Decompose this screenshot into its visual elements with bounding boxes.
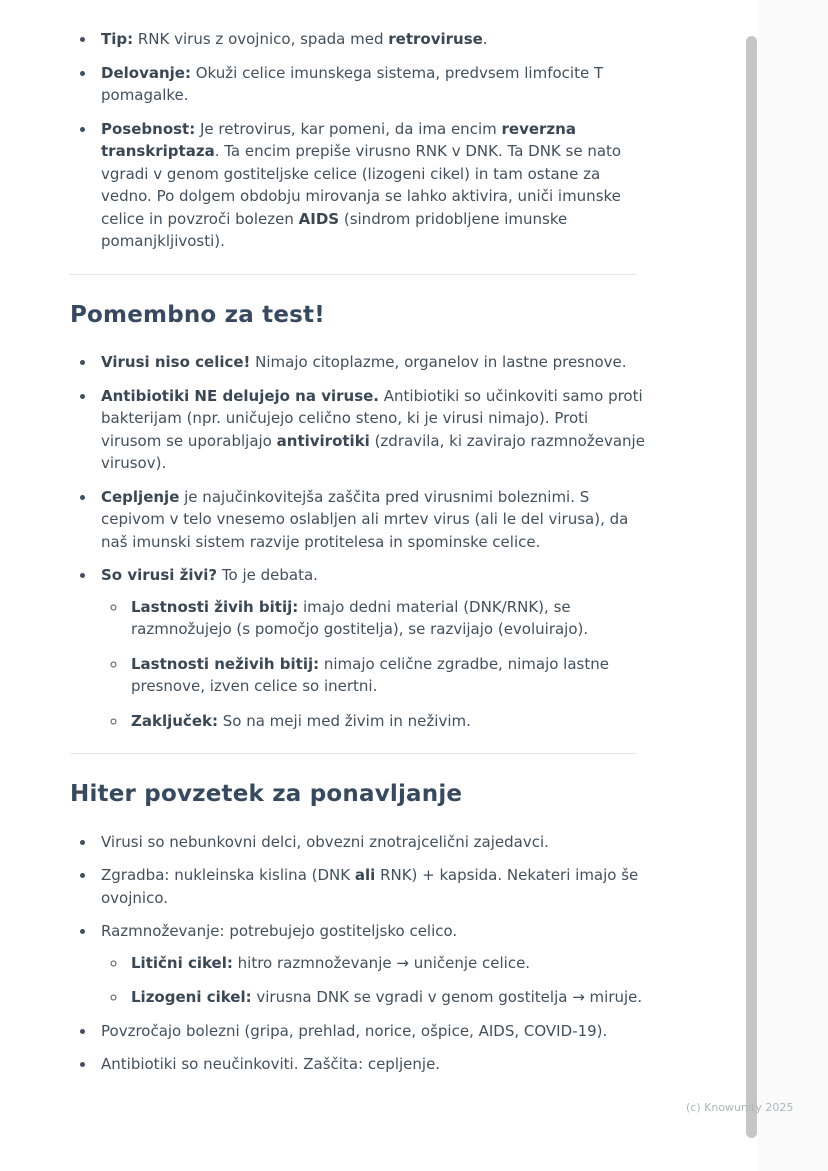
list-item [96,864,646,909]
list-item [96,385,646,475]
list-item [96,62,646,107]
sub-list-item [127,986,646,1009]
list-item-text: Lastnosti neživih bitij: nimajo celične zgradbe, nimajo lastne presnove, izven celice so inertni. [131,654,609,695]
list-item [96,351,646,374]
sub-list-item [127,952,646,975]
list-item-text: So virusi živi? To je debata. [101,566,318,584]
sub-list-item [127,653,646,698]
sub-list-item [127,596,646,641]
list-item [96,564,646,732]
list-item [96,118,646,253]
list-item-text: Razmnoževanje: potrebujejo gostiteljsko celico. [101,922,458,940]
divider [70,753,636,754]
list-item [96,831,646,854]
list-item-text: Zgradba: nukleinska kislina (DNK ali RNK) + kapsida. Nekateri imajo še ovojnico. [101,866,639,907]
list-item [96,920,646,1009]
list-item [96,1053,646,1076]
list-item-text: Zaključek: So na meji med živim in neživim. [131,711,471,730]
list-item-text: Tip: RNK virus z ovojnico, spada med retroviruse. [101,30,488,48]
list-item-text: Cepljenje je najučinkovitejša zaščita pred virusnimi boleznimi. S cepivom v telo vnesemo oslabljen ali mrtev virus (ali le del virusa), da naš imunski sistem razvije protitelesa in spominske celice. [101,487,629,551]
copyright-watermark: (c) Knowunity 2025 [686,1101,794,1114]
bullet-list [70,351,646,732]
list-item-text: Antibiotiki so neučinkoviti. Zaščita: cepljenje. [101,1055,441,1073]
list-item-text: Litični cikel: hitro razmnoževanje → uničenje celice. [131,953,531,972]
list-item-text: Lastnosti živih bitij: imajo dedni material (DNK/RNK), se razmnožujejo (s pomočjo gostitelja), se razvijajo (evoluirajo). [131,597,589,638]
viewer-gutter [758,0,828,1171]
sub-list-item [127,710,646,733]
list-item-text: Lizogeni cikel: virusna DNK se vgradi v genom gostitelja → miruje. [131,988,643,1006]
sub-bullet-list [101,596,646,733]
divider [70,274,636,275]
list-item [96,28,646,51]
document-content [70,28,646,1087]
heading-pomembno-za-test: Pomembno za test! [70,301,325,328]
list-item-text: Virusi niso celice! Nimajo citoplazme, organelov in lastne presnove. [101,353,627,371]
scrollbar-thumb[interactable] [746,36,757,1138]
list-item-text: Virusi so nebunkovni delci, obvezni znotrajcelični zajedavci. [101,832,549,851]
list-item-text: Posebnost: Je retrovirus, kar pomeni, da ima encim reverzna transkriptaza. Ta encim prepiše virusno RNK v DNK. Ta DNK se nato vgradi v genom gostiteljske celice (lizogeni cikel) in tam ostane za vedno. Po dolgem obdobju mirovanja se lahko aktivira, uniči imunske celice in povzroči bolezen AIDS (sindrom pridobljene imunske pomanjkljivosti). [101,119,622,250]
list-item-text: Povzročajo bolezni (gripa, prehlad, norice, ošpice, AIDS, COVID-19). [101,1021,608,1040]
list-item-text: Delovanje: Okuži celice imunskega sistema, predvsem limfocite T pomagalke. [101,63,604,104]
list-item [96,1020,646,1043]
bullet-list [70,831,646,1076]
sub-bullet-list [101,952,646,1009]
list-item [96,486,646,554]
list-item-text: Antibiotiki NE delujejo na viruse. Antibiotiki so učinkoviti samo proti bakterijam (npr. uničujejo celično steno, ki je virusi nimajo). Proti virusom se uporabljajo antivirotiki (zdravila, ki zavirajo razmnoževanje virusov). [101,386,645,472]
bullet-list [70,28,646,253]
heading-hiter-povzetek: Hiter povzetek za ponavljanje [70,781,463,807]
